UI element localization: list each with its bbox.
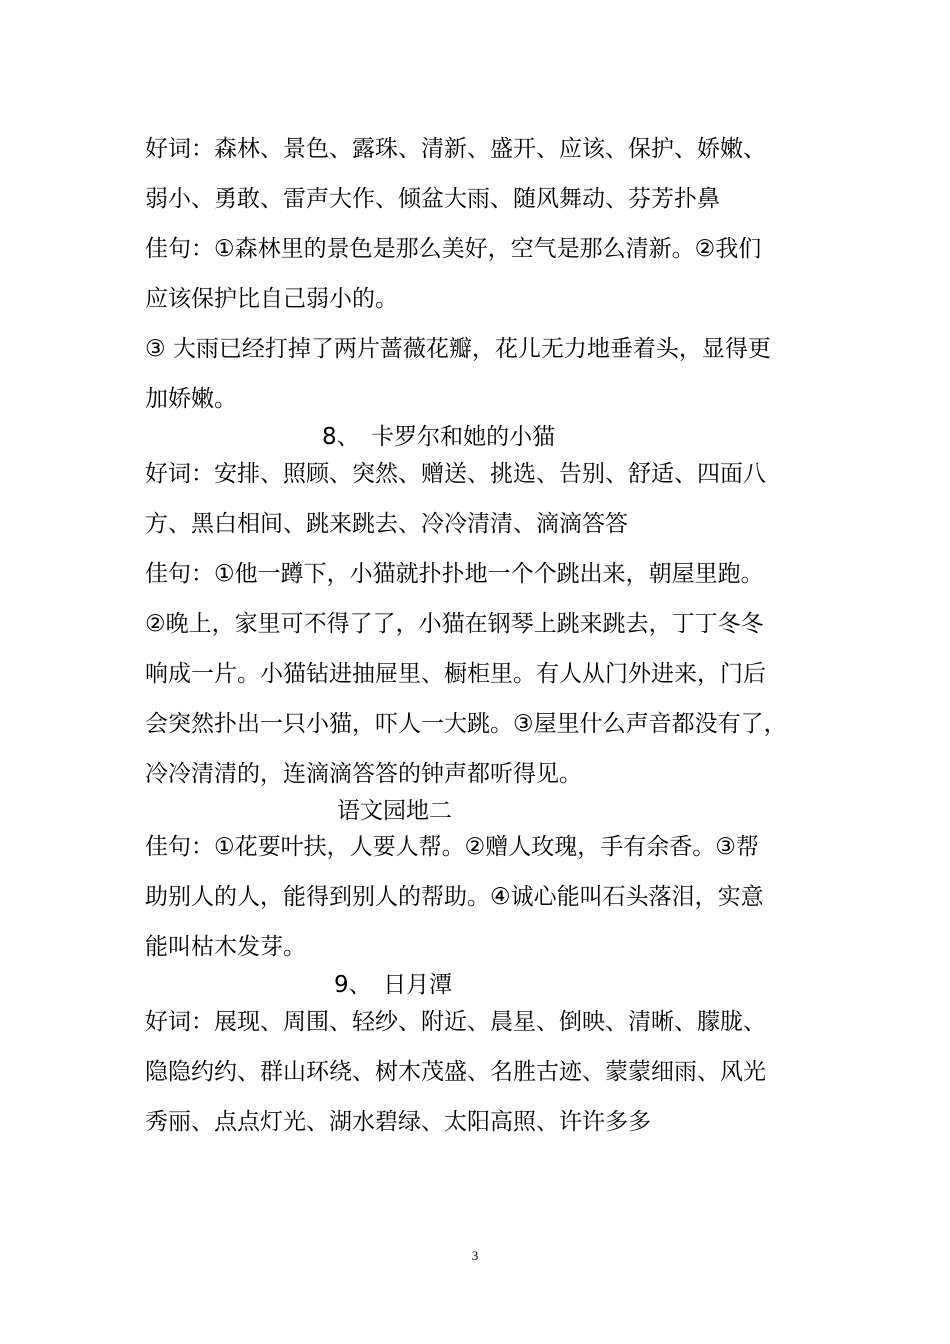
- text-line: 冷冷清清的，连滴滴答答的钟声都听得见。: [145, 761, 582, 787]
- page-number: 3: [471, 1248, 479, 1263]
- text-line: 佳句：①森林里的景色是那么美好，空气是那么清新。②我们: [145, 236, 762, 262]
- text-line: 弱小、勇敢、雷声大作、倾盆大雨、随风舞动、芬芳扑鼻: [145, 186, 720, 212]
- text-line: ③ 大雨已经打掉了两片蔷薇花瓣，花儿无力地垂着头，显得更: [145, 336, 771, 362]
- section-heading: 9、 日月潭: [334, 972, 453, 998]
- text-line: 方、黑白相间、跳来跳去、冷冷清清、滴滴答答: [145, 511, 628, 537]
- text-line: 应该保护比自己弱小的。: [145, 286, 398, 312]
- text-line: 佳句：①花要叶扶，人要人帮。②赠人玫瑰，手有余香。③帮: [145, 834, 759, 860]
- text-line: 响成一片。小猫钻进抽屉里、橱柜里。有人从门外进来，门后: [145, 661, 766, 687]
- text-line: 好词：安排、照顾、突然、赠送、挑选、告别、舒适、四面八: [145, 461, 766, 487]
- text-line: 助别人的人，能得到别人的帮助。④诚心能叫石头落泪，实意: [145, 884, 764, 910]
- text-line: 加娇嫩。: [145, 386, 237, 412]
- text-line: ②晚上，家里可不得了了，小猫在钢琴上跳来跳去，丁丁冬冬: [145, 611, 764, 637]
- text-line: 佳句：①他一蹲下，小猫就扑扑地一个个跳出来，朝屋里跑。: [145, 561, 764, 587]
- section-heading: 语文园地二: [337, 798, 452, 824]
- section-heading: 8、 卡罗尔和她的小猫: [322, 424, 556, 450]
- text-line: 好词：森林、景色、露珠、清新、盛开、应该、保护、娇嫩、: [145, 136, 766, 162]
- text-line: 会突然扑出一只小猫，吓人一大跳。③屋里什么声音都没有了，: [145, 711, 787, 737]
- text-line: 隐隐约约、群山环绕、树木茂盛、名胜古迹、蒙蒙细雨、风光: [145, 1059, 766, 1085]
- text-line: 秀丽、点点灯光、湖水碧绿、太阳高照、许许多多: [145, 1109, 651, 1135]
- text-line: 能叫枯木发芽。: [145, 934, 306, 960]
- text-line: 好词：展现、周围、轻纱、附近、晨星、倒映、清晰、朦胧、: [145, 1009, 766, 1035]
